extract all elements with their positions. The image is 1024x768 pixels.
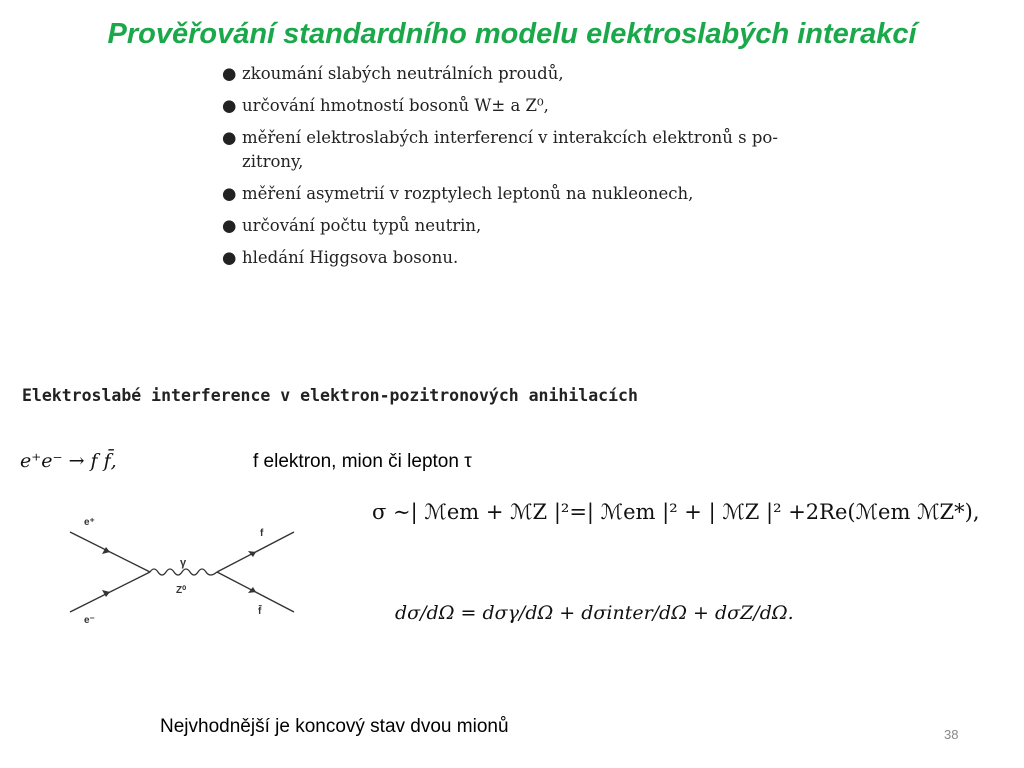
bullet-dot: ●: [222, 184, 237, 203]
slide-title: Prověřování standardního modelu elektroslabých interakcí: [107, 18, 917, 50]
bullet-text: měření elektroslabých interferencí v interakcích elektronů s po-zitrony,: [242, 127, 778, 172]
bullet-dot: ●: [222, 247, 237, 267]
cross-section-text: dσ/dΩ = dσγ/dΩ + dσinter/dΩ + dσZ/dΩ.: [395, 602, 794, 624]
bullet-item: [222, 214, 802, 239]
bullet-text: určování počtu typů neutrin,: [242, 215, 482, 235]
bullet-text: určování hmotností bosonů W± a Z⁰,: [242, 95, 549, 115]
label-e-minus: e⁻: [84, 615, 95, 626]
bullet-dot: ●: [222, 215, 237, 235]
bullet-text: měření asymetrií v rozptylech leptonů na nukleonech,: [242, 184, 694, 203]
bullet-item: [222, 94, 802, 119]
bullet-list: [222, 62, 802, 277]
label-e-plus: e⁺: [84, 517, 95, 528]
feynman-diagram: [62, 510, 302, 630]
label-z0: Z⁰: [176, 585, 187, 596]
cross-section-equation: [395, 602, 794, 624]
conclusion-text: Nejvhodnější je koncový stav dvou mionů: [160, 716, 509, 737]
bullet-item: [222, 182, 802, 207]
sigma-equation: σ ∼| ℳem + ℳZ |²=| ℳem |² + | ℳZ |² +2Re(ℳem ℳZ*),: [372, 500, 980, 524]
section-heading: Elektroslabé interference v elektron-pozitronových anihilacích: [22, 386, 638, 405]
page-number: 38: [944, 727, 959, 742]
bullet-dot: ●: [222, 127, 237, 147]
bullet-dot: ●: [222, 64, 237, 83]
bullet-item: [222, 62, 802, 87]
bullet-text: zkoumání slabých neutrálních proudů,: [242, 64, 564, 83]
label-gamma: γ: [180, 557, 187, 569]
bullet-text: hledání Higgsova bosonu.: [242, 247, 459, 267]
bullet-dot: ●: [222, 95, 237, 115]
bullet-item: [222, 246, 802, 271]
fermion-description: f elektron, mion či lepton τ: [253, 451, 472, 472]
label-f-bar: f̄: [258, 606, 262, 617]
label-f: f: [260, 528, 264, 539]
bullet-item: [222, 126, 802, 176]
reaction-equation: e⁺e⁻ → f f̄,: [20, 450, 117, 472]
